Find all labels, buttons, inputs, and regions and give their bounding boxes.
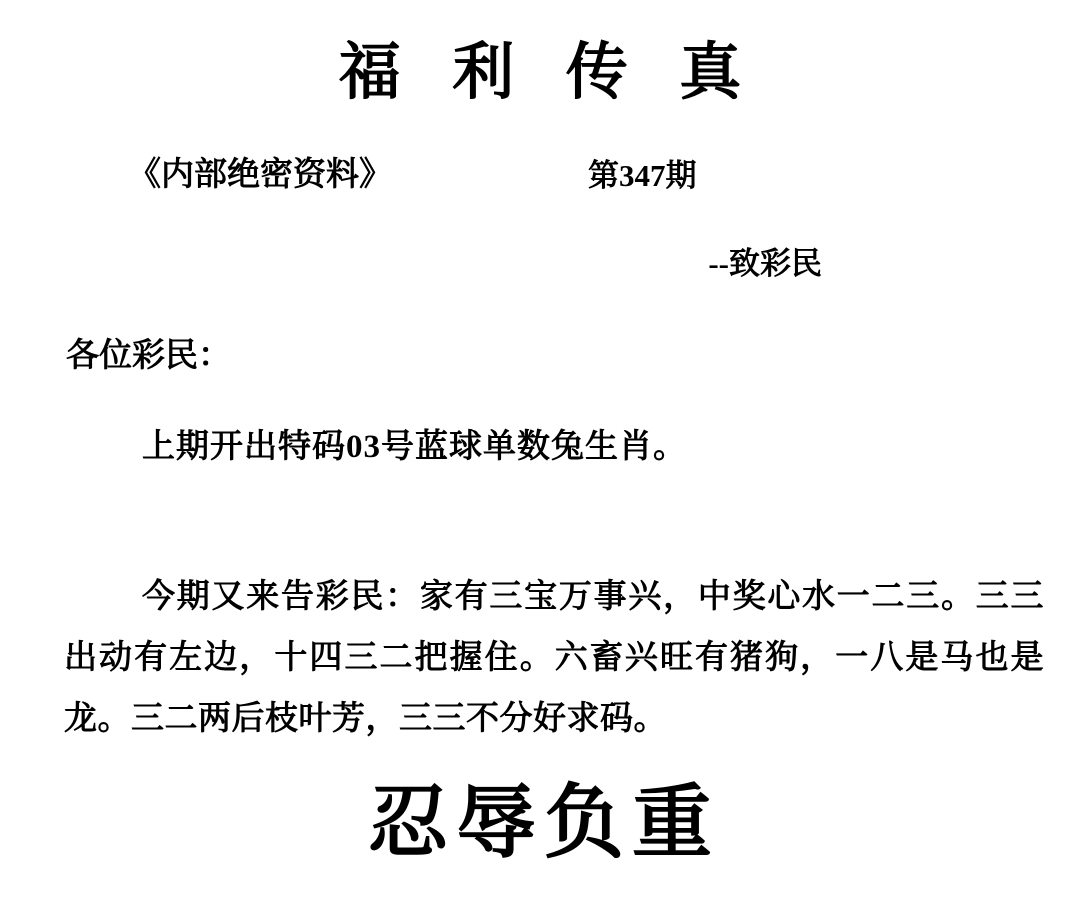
subtitle-row [0, 148, 1080, 192]
dedication-line: --致彩民 [708, 246, 822, 281]
issue-number: 第347期 [588, 158, 697, 193]
previous-result-line: 上期开出特码03号蓝球单数兔生肖。 [142, 429, 687, 465]
slogan: 忍辱负重 [368, 780, 720, 869]
page-title: 福 利 传 真 [338, 39, 760, 107]
salutation: 各位彩民： [66, 338, 231, 374]
body-paragraph: 今期又来告彩民：家有三宝万事兴，中奖心水一二三。三三出动有左边，十四三二把握住。六畜兴旺有猪狗，一八是马也是龙。三二两后枝叶芳，三三不分好求码。 [64, 579, 1044, 738]
source-label: 《内部绝密资料》 [128, 157, 392, 193]
